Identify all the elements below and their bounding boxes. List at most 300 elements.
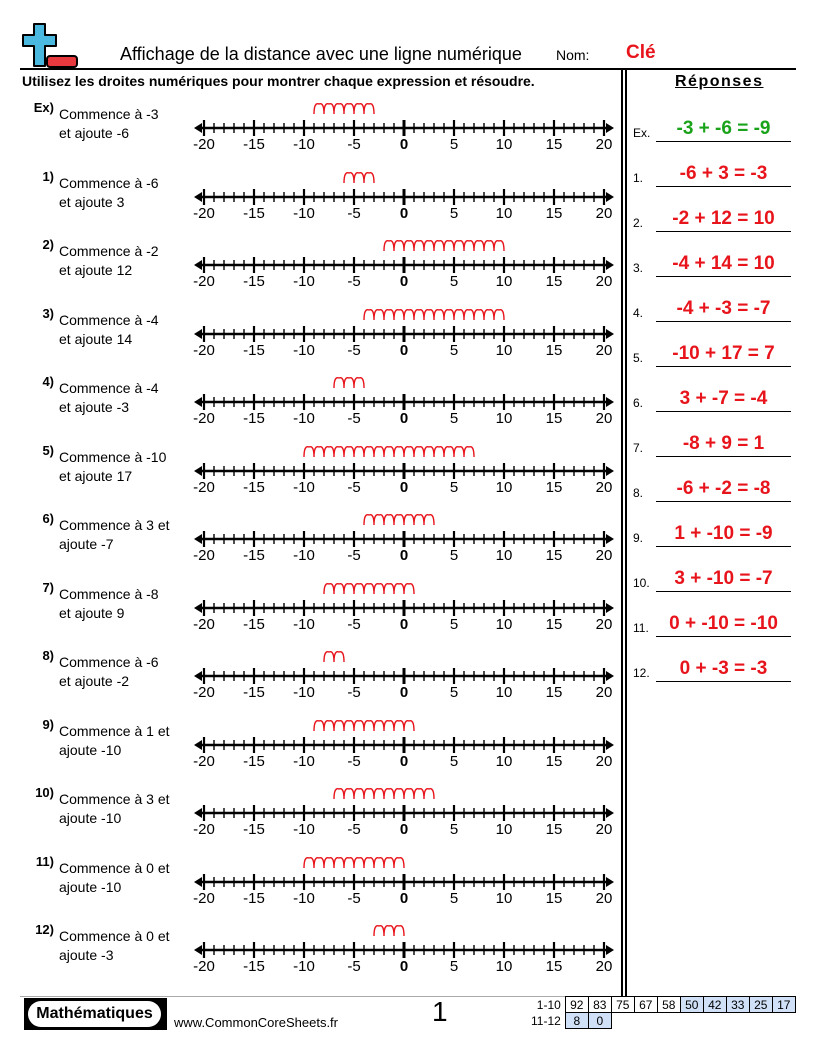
number-line [190,439,620,501]
instructions: Utilisez les droites numériques pour montrer chaque expression et résoudre. [22,73,535,89]
tick-label: -15 [243,273,265,290]
tick-label: -5 [347,479,361,496]
tick-label: -10 [293,890,315,907]
tick-label: 0 [399,205,409,222]
tick-label: -10 [293,821,315,838]
tick-label: 0 [399,684,409,701]
problem-number: 7) [42,580,54,595]
problem-number: 3) [42,306,54,321]
tick-label: 10 [495,479,513,496]
answer-text: 1 + -10 = -9 [674,523,773,544]
problem-text-line1: Commence à 1 et [59,723,170,739]
arrow-left-icon [194,534,202,544]
tick-label: -15 [243,821,265,838]
problem-text [59,516,189,554]
arrow-left-icon [194,192,202,202]
problem-number: 10) [35,785,54,800]
tick-label: 5 [449,958,459,975]
jump-arcs [304,447,474,457]
answer-number: 2. [633,216,644,230]
tick-label: -15 [243,684,265,701]
jump-arcs [324,584,414,594]
answer-number: 7. [633,441,644,455]
tick-label: -10 [293,410,315,427]
score-cell: 67 [634,997,657,1013]
problem-item [0,169,620,237]
number-line [190,850,620,912]
tick-label: 10 [495,821,513,838]
arrow-right-icon [606,260,614,270]
answer-text: -6 + -2 = -8 [676,478,771,499]
answer-text: 3 + -7 = -4 [679,388,768,409]
answers-heading: Réponses [675,73,764,90]
tick-label: -10 [293,136,315,153]
number-line [190,165,620,227]
arrow-right-icon [606,945,614,955]
tick-label: 20 [595,547,613,564]
problem-text [59,790,189,828]
score-cell: 92 [565,997,588,1013]
tick-label: -20 [193,205,215,222]
tick-label: 15 [545,753,563,770]
tick-label: 10 [495,753,513,770]
problem-text-line1: Commence à 0 et [59,928,170,944]
arrow-right-icon [606,877,614,887]
tick-label: -5 [347,410,361,427]
score-cell: 33 [726,997,749,1013]
tick-label: 5 [449,616,459,633]
problem-text [59,653,189,691]
problem-number: 6) [42,511,54,526]
problem-text [59,242,189,280]
answer-text: -2 + 12 = 10 [672,208,775,229]
answer-item [630,650,800,684]
tick-label: 0 [399,753,409,770]
tick-label: 10 [495,958,513,975]
name-value: Clé [626,42,656,63]
tick-label: -20 [193,890,215,907]
problem-number: Ex) [33,100,54,115]
subject-label: Mathématiques [28,1001,161,1027]
answer-underline [656,681,791,682]
tick-label: 5 [449,410,459,427]
tick-label: 15 [545,136,563,153]
tick-label: 0 [399,136,409,153]
tick-label: -10 [293,616,315,633]
tick-label: 5 [449,342,459,359]
column-divider [625,69,627,996]
tick-label: 20 [595,958,613,975]
jump-arcs [314,104,374,114]
tick-label: 15 [545,342,563,359]
problem-text [59,859,189,897]
answer-underline [656,636,791,637]
jump-arcs [344,173,374,183]
answer-number: 3. [633,261,644,275]
tick-label: -20 [193,273,215,290]
problem-text-line2: et ajoute -6 [59,125,130,141]
problem-number: 8) [42,648,54,663]
tick-label: 10 [495,342,513,359]
arrow-left-icon [194,740,202,750]
answer-text: -8 + 9 = 1 [682,433,765,454]
score-row [528,997,795,1013]
problem-item [0,922,620,990]
tick-label: 10 [495,410,513,427]
answer-text: -4 + -3 = -7 [676,298,771,319]
tick-label: -10 [293,205,315,222]
tick-label: 10 [495,205,513,222]
tick-label: 15 [545,273,563,290]
problem-text [59,311,189,349]
jump-arcs [324,652,344,662]
problem-number: 9) [42,717,54,732]
worksheet-title: Affichage de la distance avec une ligne numérique [120,44,522,64]
tick-label: 0 [399,479,409,496]
tick-label: 0 [399,890,409,907]
tick-label: 20 [595,479,613,496]
answer-item [630,605,800,639]
tick-label: 5 [449,684,459,701]
problem-text-line2: et ajoute 9 [59,605,125,621]
jump-arcs [384,241,504,251]
problem-item [0,854,620,922]
tick-label: -10 [293,684,315,701]
tick-label: 0 [399,958,409,975]
problem-number: 12) [35,922,54,937]
problem-item [0,374,620,442]
answer-underline [656,456,791,457]
arrow-right-icon [606,397,614,407]
tick-label: -15 [243,547,265,564]
tick-label: 0 [399,273,409,290]
answer-item [630,380,800,414]
arrow-left-icon [194,671,202,681]
jump-arcs [334,378,364,388]
tick-label: -20 [193,684,215,701]
score-cell: 83 [588,997,611,1013]
problem-text-line1: Commence à 0 et [59,860,170,876]
tick-label: -5 [347,273,361,290]
tick-label: -20 [193,136,215,153]
tick-label: -20 [193,821,215,838]
answer-item [630,560,800,594]
number-line [190,918,620,980]
problem-text-line2: et ajoute 14 [59,331,133,347]
site-url: www.CommonCoreSheets.fr [174,1015,338,1030]
tick-label: 15 [545,958,563,975]
score-cell: 50 [680,997,703,1013]
tick-label: -5 [347,890,361,907]
tick-label: 20 [595,410,613,427]
problem-item [0,511,620,579]
answer-number: 8. [633,486,644,500]
answer-number: 10. [633,576,650,590]
problem-item [0,443,620,511]
tick-label: -15 [243,342,265,359]
arrow-right-icon [606,534,614,544]
tick-label: 20 [595,342,613,359]
problem-text [59,105,189,143]
problem-item [0,785,620,853]
tick-label: 15 [545,821,563,838]
tick-label: -5 [347,205,361,222]
tick-label: 20 [595,616,613,633]
answer-item [630,470,800,504]
answer-item [630,335,800,369]
tick-label: -20 [193,342,215,359]
tick-label: 20 [595,821,613,838]
answer-underline [656,546,791,547]
score-cell: 17 [772,997,795,1013]
arrow-right-icon [606,671,614,681]
page-number: 1 [432,996,448,1027]
problem-number: 2) [42,237,54,252]
answer-number: 12. [633,666,650,680]
score-range-label: 11-12 [531,1013,561,1028]
tick-label: -20 [193,410,215,427]
problem-item [0,306,620,374]
tick-label: 10 [495,616,513,633]
arrow-right-icon [606,123,614,133]
tick-label: 0 [399,410,409,427]
tick-label: -5 [347,684,361,701]
column-divider [621,69,623,996]
answer-text: -4 + 14 = 10 [672,253,775,274]
problem-text-line2: et ajoute 17 [59,468,133,484]
problem-text-line2: et ajoute 12 [59,262,133,278]
score-cell: 42 [703,997,726,1013]
tick-label: -5 [347,547,361,564]
problem-item [0,100,620,168]
problem-number: 1) [42,169,54,184]
score-cell: 75 [611,997,634,1013]
score-cell: 58 [657,997,680,1013]
problem-text [59,448,189,486]
problem-text-line1: Commence à -4 [59,312,159,328]
tick-label: 5 [449,890,459,907]
tick-label: 5 [449,273,459,290]
problem-number: 11) [35,854,54,869]
number-line [190,370,620,432]
answer-number: 9. [633,531,644,545]
answer-item [630,290,800,324]
arrow-left-icon [194,603,202,613]
tick-label: -10 [293,547,315,564]
problem-number: 5) [42,443,54,458]
problem-text-line2: ajoute -3 [59,947,114,963]
tick-label: -10 [293,479,315,496]
tick-label: -15 [243,958,265,975]
problem-text-line1: Commence à -10 [59,449,167,465]
tick-label: 10 [495,684,513,701]
problem-text-line1: Commence à -6 [59,654,159,670]
score-table [528,996,796,1029]
arrow-left-icon [194,123,202,133]
problem-text-line2: ajoute -7 [59,536,114,552]
answer-text: 0 + -10 = -10 [669,613,778,634]
number-line [190,713,620,775]
tick-label: 5 [449,479,459,496]
answer-underline [656,321,791,322]
tick-label: 20 [595,273,613,290]
tick-label: -5 [347,821,361,838]
arrow-left-icon [194,466,202,476]
tick-label: -15 [243,616,265,633]
number-line [190,96,620,158]
problem-text [59,379,189,417]
tick-label: -15 [243,479,265,496]
tick-label: 15 [545,205,563,222]
tick-label: -15 [243,410,265,427]
answer-underline [656,141,791,142]
answer-text: 0 + -3 = -3 [679,658,768,679]
tick-label: 20 [595,136,613,153]
tick-label: 0 [399,616,409,633]
answer-underline [656,411,791,412]
tick-label: 20 [595,753,613,770]
tick-label: -10 [293,342,315,359]
answer-number: 11. [633,621,649,635]
problem-text-line2: et ajoute -3 [59,399,130,415]
arrow-right-icon [606,466,614,476]
answer-item [630,245,800,279]
answer-underline [656,591,791,592]
answer-item [630,155,800,189]
tick-label: 20 [595,205,613,222]
score-cell: 0 [588,1013,611,1029]
score-cell: 25 [749,997,772,1013]
tick-label: -20 [193,479,215,496]
number-line [190,644,620,706]
number-line [190,233,620,295]
tick-label: 15 [545,684,563,701]
tick-label: -15 [243,205,265,222]
tick-label: -20 [193,547,215,564]
tick-label: -5 [347,136,361,153]
problem-text-line1: Commence à -8 [59,586,159,602]
answer-text: 3 + -10 = -7 [674,568,773,589]
score-range-label: 1-10 [536,997,561,1012]
answer-text: -6 + 3 = -3 [679,163,768,184]
answer-item [630,200,800,234]
arrow-right-icon [606,808,614,818]
tick-label: -5 [347,958,361,975]
problem-text-line1: Commence à 3 et [59,791,170,807]
tick-label: -15 [243,890,265,907]
tick-label: 10 [495,273,513,290]
jump-arcs [364,515,434,525]
tick-label: 5 [449,821,459,838]
answer-underline [656,501,791,502]
answer-underline [656,366,791,367]
problem-text-line1: Commence à -2 [59,243,159,259]
problem-text [59,722,189,760]
tick-label: 15 [545,616,563,633]
plus-minus-logo-icon [22,22,80,68]
tick-label: -20 [193,753,215,770]
problem-text-line2: et ajoute 3 [59,194,125,210]
tick-label: 10 [495,136,513,153]
tick-label: -5 [347,753,361,770]
tick-label: 15 [545,890,563,907]
number-line [190,507,620,569]
answer-item [630,425,800,459]
tick-label: 5 [449,205,459,222]
tick-label: 15 [545,547,563,564]
tick-label: 15 [545,410,563,427]
problem-number: 4) [42,374,54,389]
answer-number: 4. [633,306,644,320]
problem-text [59,927,189,965]
arrow-left-icon [194,877,202,887]
tick-label: 0 [399,342,409,359]
problem-text-line1: Commence à -4 [59,380,159,396]
number-line [190,576,620,638]
tick-label: -15 [243,136,265,153]
answer-underline [656,231,791,232]
tick-label: -20 [193,616,215,633]
score-row [528,1013,795,1029]
problem-text-line2: ajoute -10 [59,742,122,758]
answer-number: 6. [633,396,644,410]
jump-arcs [364,310,504,320]
tick-label: -15 [243,753,265,770]
arrow-left-icon [194,260,202,270]
tick-label: 5 [449,547,459,564]
tick-label: 5 [449,753,459,770]
tick-label: -10 [293,753,315,770]
answer-underline [656,186,791,187]
number-line [190,302,620,364]
jump-arcs [334,789,434,799]
problem-item [0,717,620,785]
tick-label: 20 [595,890,613,907]
problem-text-line2: et ajoute -2 [59,673,130,689]
tick-label: 10 [495,547,513,564]
answer-text: -10 + 17 = 7 [672,343,775,364]
arrow-left-icon [194,945,202,955]
tick-label: 0 [399,821,409,838]
answer-number: 5. [633,351,644,365]
problem-text-line1: Commence à -6 [59,175,159,191]
tick-label: 0 [399,547,409,564]
tick-label: -10 [293,273,315,290]
tick-label: -10 [293,958,315,975]
problem-item [0,648,620,716]
tick-label: 5 [449,136,459,153]
answer-number: Ex. [633,126,651,140]
score-cell: 8 [565,1013,588,1029]
arrow-left-icon [194,329,202,339]
arrow-right-icon [606,329,614,339]
problem-item [0,580,620,648]
problem-text-line1: Commence à 3 et [59,517,170,533]
arrow-right-icon [606,603,614,613]
problem-item [0,237,620,305]
problem-text [59,585,189,623]
jump-arcs [314,721,414,731]
answer-item [630,110,800,144]
arrow-right-icon [606,192,614,202]
answer-text: -3 + -6 = -9 [676,118,771,139]
tick-label: 20 [595,684,613,701]
problem-text-line2: ajoute -10 [59,879,122,895]
number-line [190,781,620,843]
tick-label: -5 [347,616,361,633]
answer-number: 1. [633,171,644,185]
tick-label: -20 [193,958,215,975]
